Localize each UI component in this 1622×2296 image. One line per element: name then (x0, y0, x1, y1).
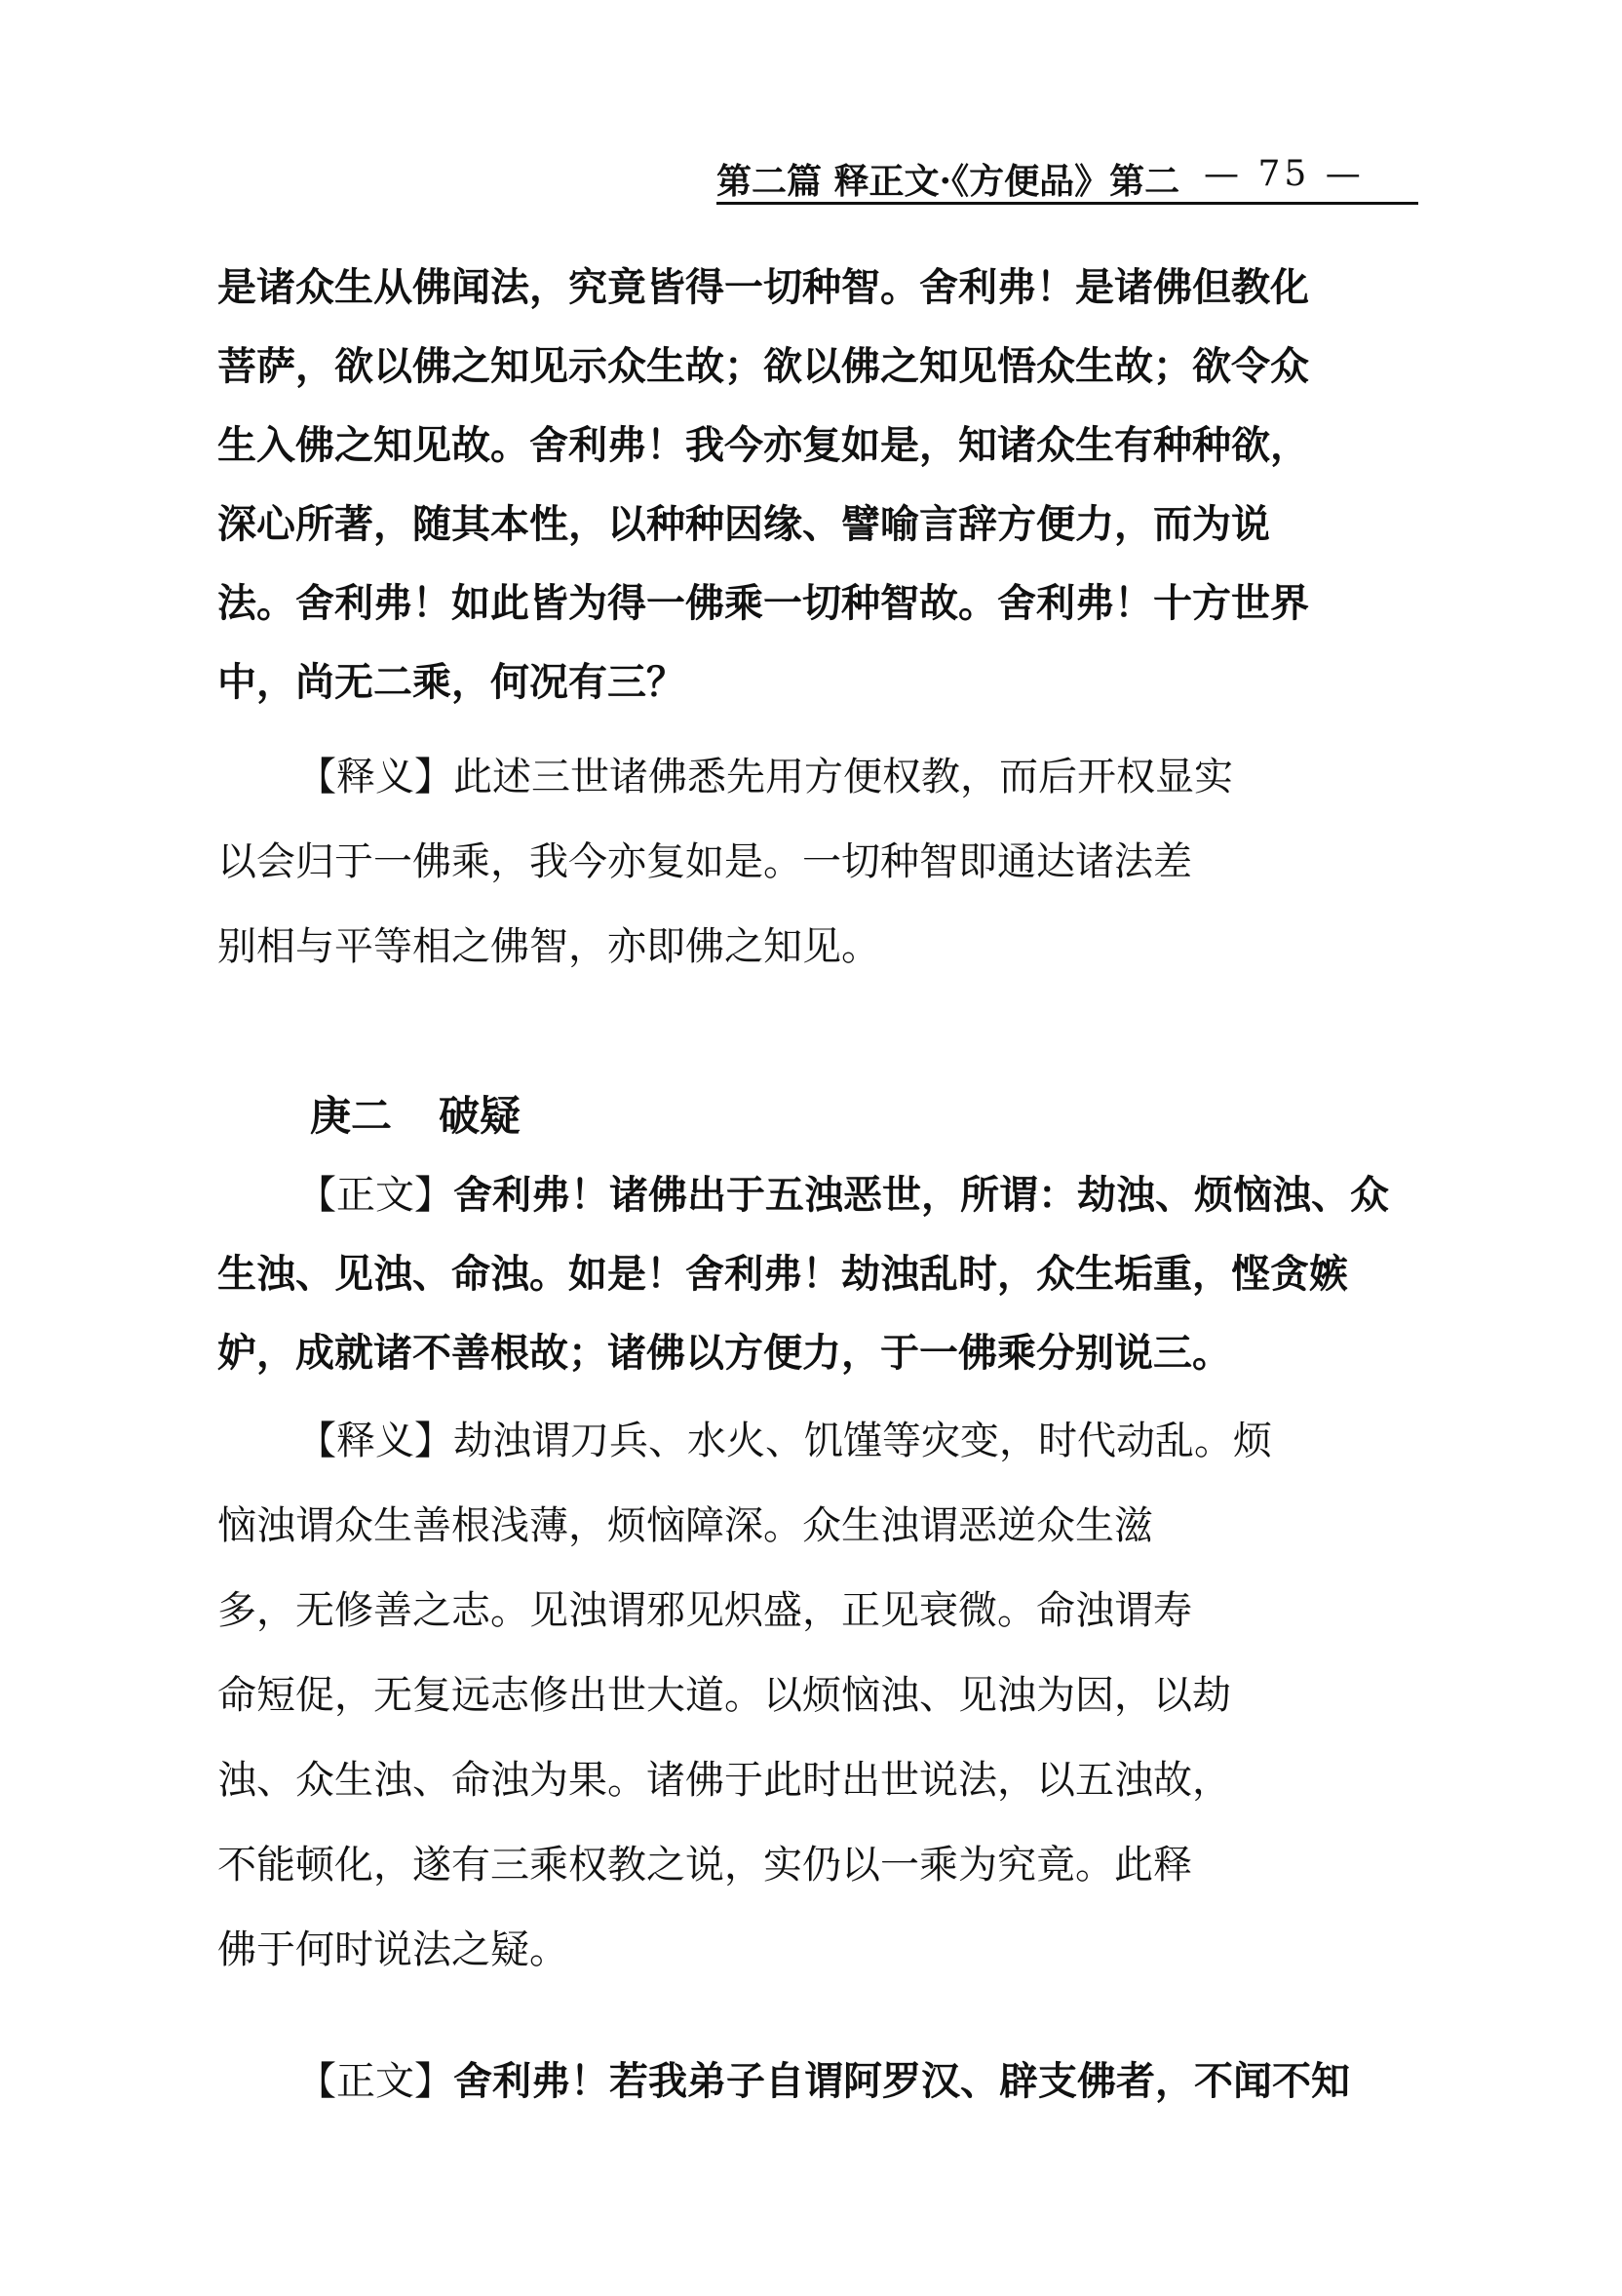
sutra-tag: 【正文】 (297, 1173, 453, 1218)
commentary-line: 以会归于一佛乘，我今亦复如是。一切种智即通达诸法差 (217, 839, 1192, 884)
page-number: — 75 — (1204, 154, 1365, 194)
header-title: 第二篇 释正文·《方便品》第二 (716, 161, 1180, 202)
sutra-line: 妒，成就诸不善根故；诸佛以方便力，于一佛乘分别说三。 (217, 1331, 1231, 1376)
commentary-tag: 【释义】 (297, 1419, 453, 1463)
section-title: 破疑 (439, 1092, 521, 1140)
sutra-line: 法。舍利弗！如此皆为得一佛乘一切种智故。舍利弗！十方世界 (217, 581, 1309, 626)
sutra-first-line (297, 2055, 1350, 2108)
commentary-line: 恼浊谓众生善根浅薄，烦恼障深。众生浊谓恶逆众生滋 (217, 1503, 1153, 1548)
commentary-line: 命短促，无复远志修出世大道。以烦恼浊、见浊为因，以劫 (217, 1673, 1231, 1718)
commentary-line: 别相与平等相之佛智，亦即佛之知见。 (217, 924, 880, 969)
commentary-line: 劫浊谓刀兵、水火、饥馑等灾变，时代动乱。烦 (453, 1419, 1272, 1463)
running-header (716, 154, 1418, 203)
sutra-line: 菩萨，欲以佛之知见示众生故；欲以佛之知见悟众生故；欲令众 (217, 344, 1309, 389)
sutra-line: 舍利弗！若我弟子自谓阿罗汉、辟支佛者，不闻不知 (453, 2059, 1350, 2104)
sutra-tag: 【正文】 (297, 2059, 453, 2104)
sutra-line: 是诸众生从佛闻法，究竟皆得一切种智。舍利弗！是诸佛但教化 (217, 265, 1309, 310)
commentary-line: 多，无修善之志。见浊谓邪见炽盛，正见衰微。命浊谓寿 (217, 1588, 1192, 1633)
section-heading (310, 1084, 521, 1143)
commentary-line: 浊、众生浊、命浊为果。诸佛于此时出世说法，以五浊故， (217, 1758, 1231, 1803)
sutra-line: 生入佛之知见故。舍利弗！我今亦复如是，知诸众生有种种欲， (217, 423, 1309, 468)
commentary-first-line (297, 1415, 1272, 1467)
commentary-line: 此述三世诸佛悉先用方便权教，而后开权显实 (453, 755, 1233, 799)
commentary-line: 不能顿化，遂有三乘权教之说，实仍以一乘为究竟。此释 (217, 1843, 1192, 1887)
sutra-line: 舍利弗！诸佛出于五浊恶世，所谓：劫浊、烦恼浊、众 (453, 1173, 1389, 1218)
commentary-first-line (297, 751, 1233, 803)
commentary-line: 佛于何时说法之疑。 (217, 1927, 568, 1972)
sutra-first-line (297, 1169, 1389, 1222)
sutra-line: 中，尚无二乘，何况有三？ (217, 660, 685, 705)
commentary-tag: 【释义】 (297, 755, 453, 799)
header-rule (716, 202, 1418, 205)
sutra-line: 生浊、见浊、命浊。如是！舍利弗！劫浊乱时，众生垢重，悭贪嫉 (217, 1252, 1348, 1297)
sutra-line: 深心所著，随其本性，以种种因缘、譬喻言辞方便力，而为说 (217, 502, 1270, 547)
section-number: 庚二 (310, 1092, 393, 1140)
